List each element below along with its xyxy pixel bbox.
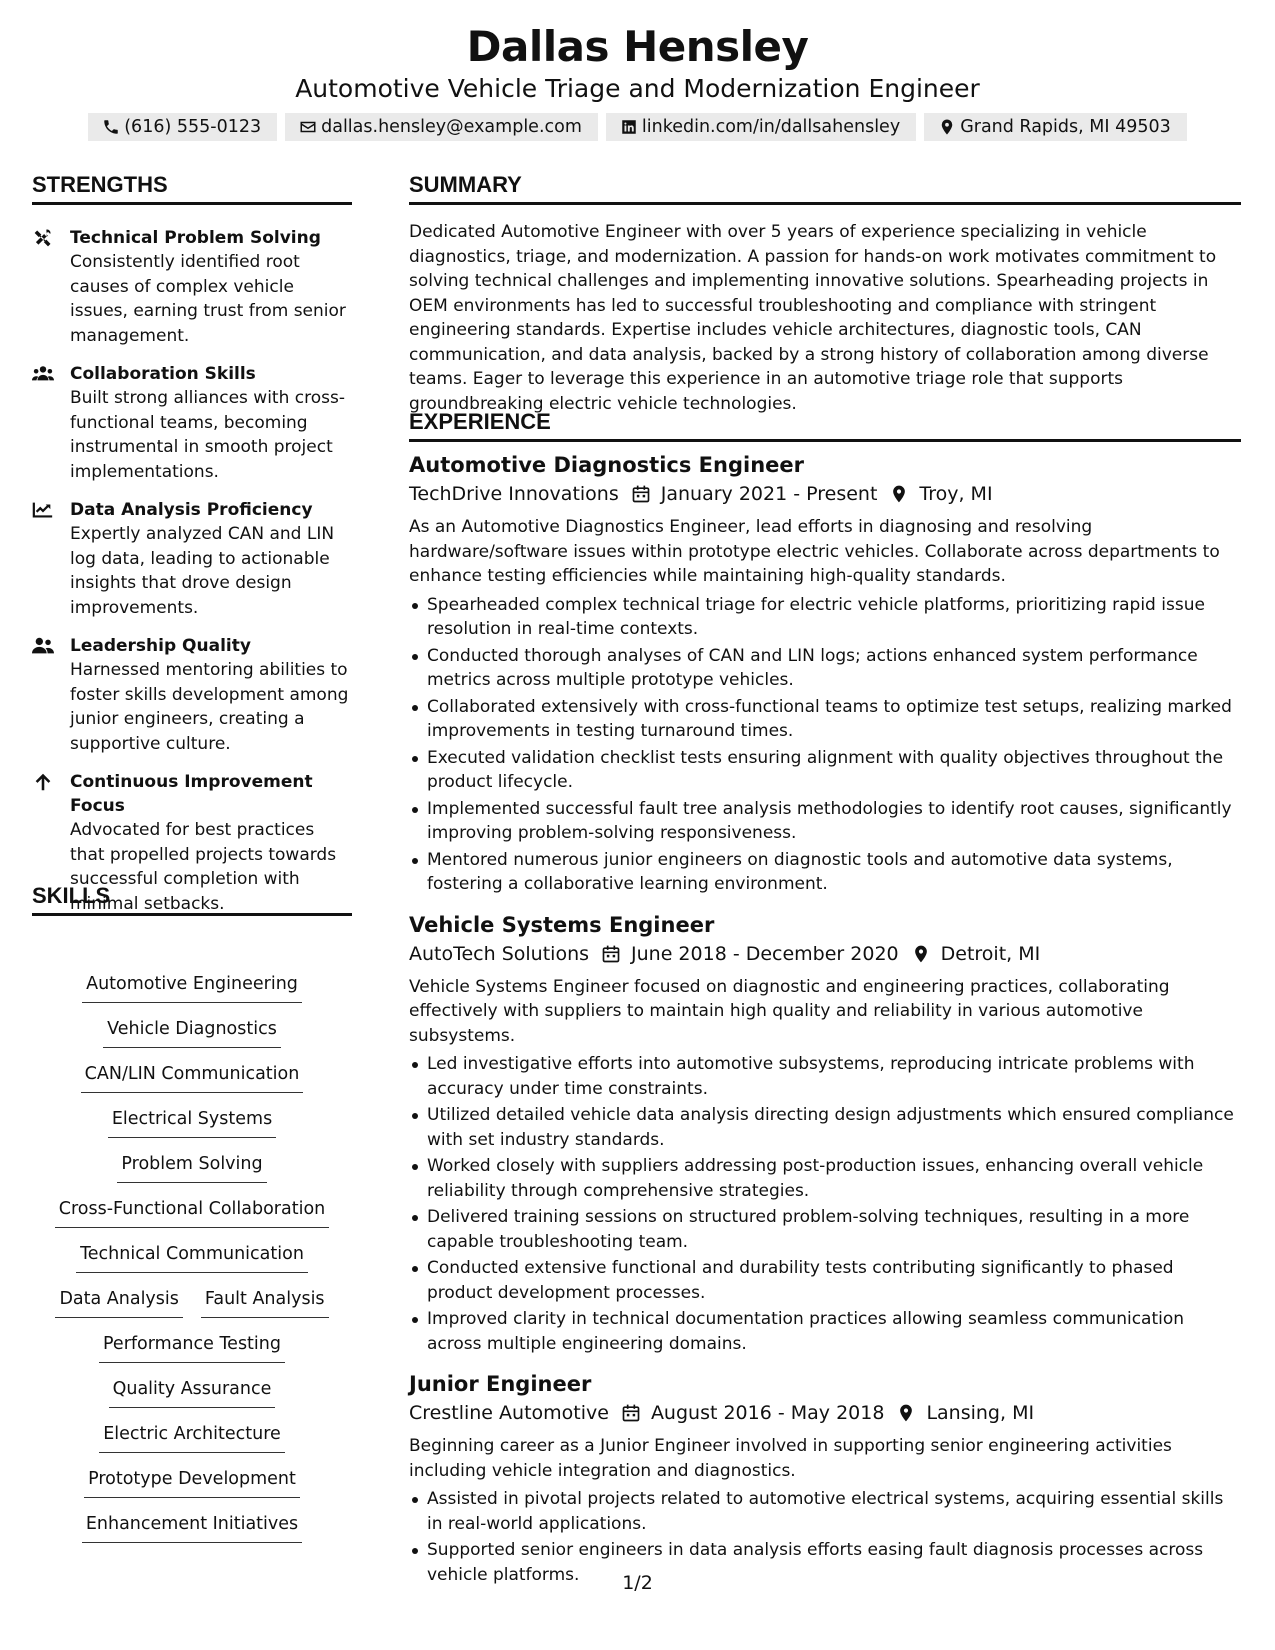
- contact-location-text: Grand Rapids, MI 49503: [960, 117, 1171, 137]
- tools-icon: [32, 228, 54, 248]
- list-item: Conducted thorough analyses of CAN and LIN logs; actions enhanced system performance metrics across multiple prototype vehicles.: [427, 644, 1241, 693]
- strength-desc: Advocated for best practices that propelled projects towards successful completion with minimal setbacks.: [70, 820, 337, 914]
- strength-title: Data Analysis Proficiency: [70, 500, 313, 520]
- list-item: Conducted extensive functional and durability tests contributing significantly to phased product development processes.: [427, 1256, 1241, 1305]
- experience-heading: EXPERIENCE: [409, 409, 1241, 442]
- job-entry: [409, 1370, 1241, 1587]
- strengths-heading: STRENGTHS: [32, 172, 352, 205]
- contact-location: [924, 113, 1187, 141]
- skill-tag: Vehicle Diagnostics: [103, 1017, 281, 1048]
- job-meta: [409, 939, 1241, 969]
- job-meta: [409, 479, 1241, 509]
- skill-tag: Electrical Systems: [108, 1107, 276, 1138]
- linkedin-icon: [620, 118, 638, 136]
- skill-tag: CAN/LIN Communication: [81, 1062, 304, 1093]
- contact-linkedin[interactable]: [606, 113, 916, 141]
- job-title: Automotive Diagnostics Engineer: [409, 453, 804, 477]
- job-company: Crestline Automotive: [409, 1402, 609, 1424]
- strength-title: Collaboration Skills: [70, 364, 256, 384]
- strength-desc: Expertly analyzed CAN and LIN log data, leading to actionable insights that drove design improvements.: [70, 524, 335, 618]
- experience-section: [409, 451, 1241, 1589]
- job-dates: June 2018 - December 2020: [631, 942, 899, 965]
- phone-icon: [102, 118, 120, 136]
- line-chart-icon: [32, 500, 54, 520]
- skill-tag: Fault Analysis: [201, 1287, 329, 1318]
- skill-tag: Cross-Functional Collaboration: [55, 1197, 330, 1228]
- list-item: Led investigative efforts into automotive subsystems, reproducing intricate problems with accuracy under time constraints.: [427, 1052, 1241, 1101]
- job-dates: August 2016 - May 2018: [650, 1402, 885, 1424]
- candidate-name: Dallas Hensley: [466, 22, 809, 71]
- list-item: Executed validation checklist tests ensuring alignment with quality objectives throughout the product lifecycle.: [427, 746, 1241, 795]
- calendar-icon: [601, 944, 621, 964]
- arrow-up-icon: [32, 772, 54, 792]
- job-location: Troy, MI: [919, 483, 993, 505]
- summary-section: [409, 220, 1241, 416]
- job-description: Vehicle Systems Engineer focused on diagnostic and engineering practices, collaborating effectively with suppliers to maintain high quality and reliability in various automotive subsystems.: [409, 976, 1170, 1046]
- envelope-icon: [299, 118, 317, 136]
- list-item: Improved clarity in technical documentation practices allowing seamless communication across multiple engineering domains.: [427, 1307, 1241, 1356]
- summary-heading: SUMMARY: [409, 172, 1241, 205]
- strength-title: Continuous Improvement Focus: [70, 772, 313, 816]
- job-bullets: [409, 593, 1241, 897]
- strength-title: Technical Problem Solving: [70, 228, 321, 248]
- list-item: Spearheaded complex technical triage for electric vehicle platforms, prioritizing rapid issue resolution in real-time contexts.: [427, 593, 1241, 642]
- skill-tag: Enhancement Initiatives: [82, 1512, 302, 1543]
- map-pin-icon: [911, 944, 931, 964]
- job-location: Lansing, MI: [926, 1402, 1035, 1424]
- job-company: AutoTech Solutions: [409, 942, 590, 965]
- calendar-icon: [621, 1403, 641, 1423]
- job-description: Beginning career as a Junior Engineer involved in supporting senior engineering activities including vehicle integration and diagnostics.: [409, 1436, 1172, 1481]
- summary-text: Dedicated Automotive Engineer with over 5 years of experience specializing in vehicle diagnostics, triage, and modernization. A passion for hands-on work motivates commitment to solving technical challenges and implementing innovative solutions. Spearheading projects in OEM environments has led to successful troubleshooting and compliance with stringent engineering standards. Expertise includes vehicle architectures, diagnostic tools, CAN communication, and data analysis, backed by a strong history of collaboration among diverse teams. Eager to leverage this experience in an automotive triage role that supports groundbreaking electric vehicle technologies.: [409, 222, 1217, 414]
- map-pin-icon: [938, 118, 956, 136]
- job-entry: [409, 911, 1241, 1357]
- list-item: Worked closely with suppliers addressing post-production issues, enhancing overall vehicle reliability through comprehensive strategies.: [427, 1154, 1241, 1203]
- user-group-icon: [32, 636, 54, 656]
- strength-desc: Built strong alliances with cross-functional teams, becoming instrumental in smooth project implementations.: [70, 388, 345, 482]
- candidate-title: Automotive Vehicle Triage and Modernization Engineer: [295, 74, 980, 103]
- job-entry: [409, 451, 1241, 897]
- contact-email-text: dallas.hensley@example.com: [321, 117, 582, 137]
- skill-tag: Data Analysis: [55, 1287, 182, 1318]
- contact-email[interactable]: [285, 113, 598, 141]
- map-pin-icon: [896, 1403, 916, 1423]
- skills-list: [32, 972, 352, 1557]
- contact-linkedin-text: linkedin.com/in/dallsahensley: [641, 117, 901, 137]
- skill-tag: Problem Solving: [117, 1152, 266, 1183]
- map-pin-icon: [889, 484, 909, 504]
- job-title: Junior Engineer: [409, 1372, 592, 1396]
- list-item: Supported senior engineers in data analysis efforts easing fault diagnosis processes across vehicle platforms.: [427, 1538, 1241, 1587]
- page-number: 1/2: [622, 1572, 653, 1594]
- calendar-icon: [631, 484, 651, 504]
- skill-tag: Automotive Engineering: [82, 972, 302, 1003]
- users-icon: [32, 364, 54, 384]
- job-dates: January 2021 - Present: [660, 483, 878, 505]
- list-item: Implemented successful fault tree analysis methodologies to identify root causes, significantly improving problem-solving responsiveness.: [427, 797, 1241, 846]
- skill-tag: Prototype Development: [84, 1467, 300, 1498]
- skills-heading: SKILLS: [32, 883, 352, 916]
- list-item: Collaborated extensively with cross-functional teams to optimize test setups, realizing marked improvements in testing turnaround times.: [427, 695, 1241, 744]
- skill-tag: Electric Architecture: [99, 1422, 285, 1453]
- skill-tag: Technical Communication: [76, 1242, 308, 1273]
- list-item: Assisted in pivotal projects related to automotive electrical systems, acquiring essential skills in real-world applications.: [427, 1487, 1241, 1536]
- strength-title: Leadership Quality: [70, 636, 251, 656]
- job-title: Vehicle Systems Engineer: [409, 912, 715, 937]
- list-item: Delivered training sessions on structured problem-solving techniques, resulting in a more capable troubleshooting team.: [427, 1205, 1241, 1254]
- contact-phone[interactable]: [88, 113, 277, 141]
- strength-desc: Harnessed mentoring abilities to foster skills development among junior engineers, creating a supportive culture.: [70, 660, 349, 754]
- strength-desc: Consistently identified root causes of complex vehicle issues, earning trust from senior management.: [70, 252, 346, 346]
- skill-tag: Performance Testing: [99, 1332, 285, 1363]
- job-bullets: [409, 1052, 1241, 1356]
- list-item: Utilized detailed vehicle data analysis directing design adjustments which ensured compliance with set industry standards.: [427, 1103, 1241, 1152]
- strengths-list: [32, 226, 352, 930]
- job-location: Detroit, MI: [940, 942, 1041, 965]
- skill-tag: Quality Assurance: [109, 1377, 276, 1408]
- strength-item: [32, 498, 352, 620]
- contact-bar: [0, 113, 1275, 141]
- job-company: TechDrive Innovations: [409, 483, 619, 505]
- job-description: As an Automotive Diagnostics Engineer, lead efforts in diagnosing and resolving hardware/software issues within prototype electric vehicles. Collaborate across departments to enhance testing efficiencies while maintaining high-quality standards.: [409, 517, 1220, 586]
- list-item: Mentored numerous junior engineers on diagnostic tools and automotive data systems, fostering a collaborative learning environment.: [427, 848, 1241, 897]
- job-meta: [409, 1398, 1241, 1428]
- strength-item: [32, 226, 352, 348]
- strength-item: [32, 362, 352, 484]
- strength-item: [32, 634, 352, 756]
- contact-phone-text: (616) 555-0123: [124, 117, 262, 137]
